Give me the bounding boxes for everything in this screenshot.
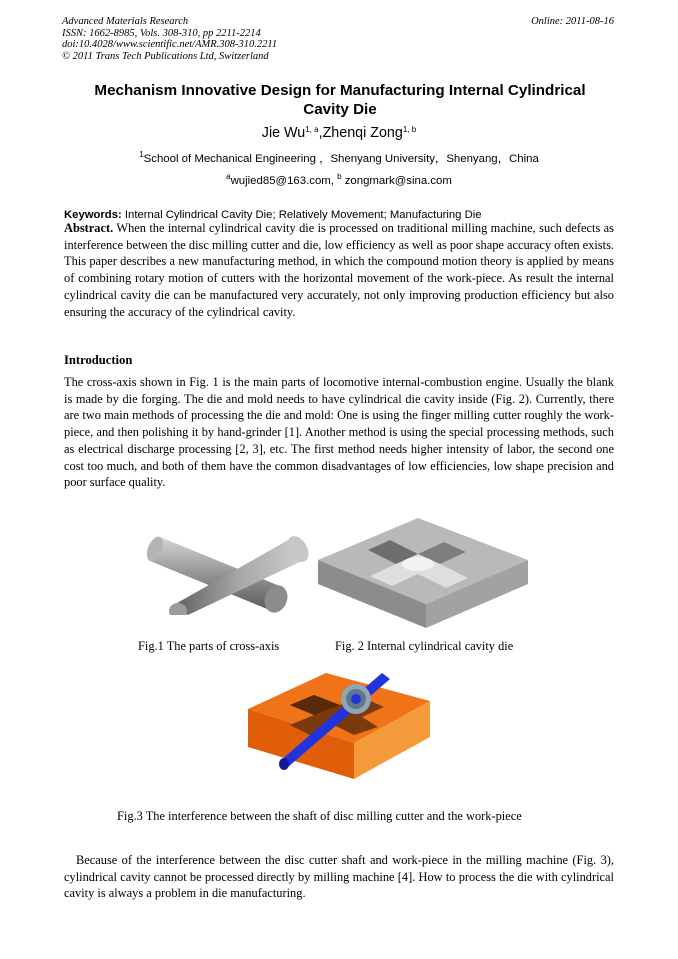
abstract-label: Abstract. [64,221,114,235]
author-1-sup: 1, a [305,125,319,134]
fig3-interference-image [244,665,436,783]
email-a-sup: a [226,172,231,181]
copyright-line: © 2011 Trans Tech Publications Ltd, Switzerland [62,50,269,62]
title-line-2: Cavity Die [303,101,377,118]
affiliation-sup: 1 [139,150,144,159]
keywords-text: Internal Cylindrical Cavity Die; Relatively Movement; Manufacturing Die [121,209,482,221]
emails [0,174,678,188]
email-b-sup: b [337,172,342,181]
author-1-name: Jie Wu [261,125,306,141]
email-b: zongmark@sina.com [341,175,452,187]
author-2-sup: 1, b [402,125,417,134]
paper-title [40,81,640,119]
fig2-cavity-die-image [318,518,538,628]
introduction-paragraph-2: Because of the interference between the disc cutter shaft and work-piece in the milling machine (Fig. 3), cylindrical cavity cannot be processed directly by milling machine [4]. How to process the die with cylindrical cavity is always a problem in die manufacturing. [64,853,614,901]
authors [0,124,678,142]
journal-header [62,16,277,62]
introduction-paragraph-1: The cross-axis shown in Fig. 1 is the main parts of locomotive internal-combustion engine. Usually the blank is made by die forging. The die and mold needs to have cylindrical die cavity inside (Fig. 2). Currently, there are two main methods of processing the die and mold: One is using the finger milling cutter roughly the work-piece, and then polishing it by hand-grinder [1]. Another method is using the special processing methods, such as electrical discharge processing [2, 3], etc. The first method needs higher intensity of labor, the second one cost too much, and both of them have the common disadvantages of low efficiencies, low shape precision and poor surface quality. [64,375,614,490]
fig1-cross-axis-image [140,515,315,615]
affiliation-text: School of Mechanical Engineering ，Shenyang University，Shenyang，China [143,153,539,165]
online-date: Online: 2011-08-16 [531,16,614,27]
email-a: wujied85@163.com, [230,175,338,187]
fig3-caption: Fig.3 The interference between the shaft of disc milling cutter and the work-piece [117,809,522,823]
fig2-caption: Fig. 2 Internal cylindrical cavity die [335,639,514,653]
author-2-name: Zhenqi Zong [322,125,403,141]
doi-line: doi:10.4028/www.scientific.net/AMR.308-310.2211 [62,39,278,50]
abstract [64,220,614,320]
introduction-heading: Introduction [64,353,133,367]
issn-line: ISSN: 1662-8985, Vols. 308-310, pp 2211-2214 [62,27,261,39]
fig1-caption: Fig.1 The parts of cross-axis [138,639,280,653]
author-separator: , [318,125,323,141]
keywords-label: Keywords: [64,209,122,221]
title-line-1: Mechanism Innovative Design for Manufacturing Internal Cylindrical [94,82,586,99]
journal-name: Advanced Materials Research [62,16,189,27]
abstract-text: When the internal cylindrical cavity die is processed on traditional milling machine, such defects as interference between the disc milling cutter and die, low efficiency as well as poor shape accuracy often exists. This paper describes a new manufacturing method, in which the compound motion theory is applied by means of combining rotary motion of cutters with the horizontal movement of the work-piece. As result the internal cylindrical cavity die can be manufactured very accurately, not only improving production efficiency but also ensuring the accuracy of the cylindrical cavity. [64,221,614,319]
affiliation [0,152,678,166]
